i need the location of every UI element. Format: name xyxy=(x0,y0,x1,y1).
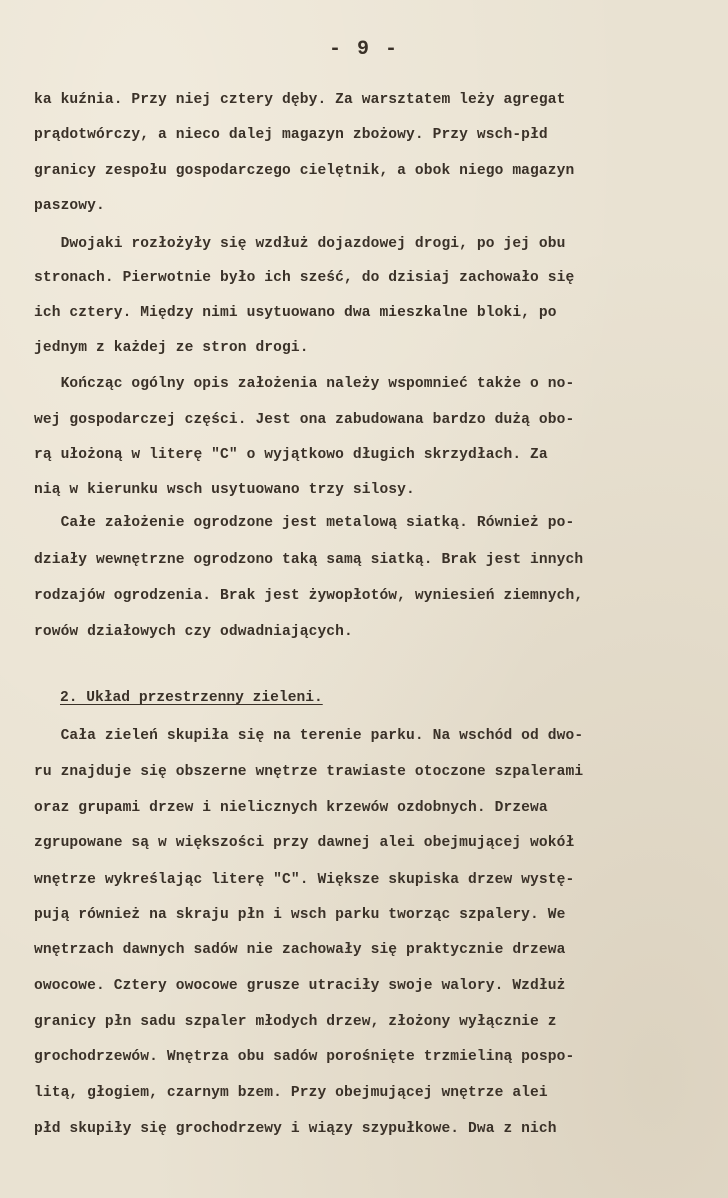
text-line: granicy zespołu gospodarczego cielętnik, a obok niego magazyn xyxy=(34,163,575,179)
text-line: jednym z każdej ze stron drogi. xyxy=(34,340,309,356)
text-line: granicy płn sadu szpaler młodych drzew, złożony wyłącznie z xyxy=(34,1014,557,1030)
section-heading: 2. Układ przestrzenny zieleni. xyxy=(60,690,323,706)
text-line: wnętrze wykreślając literę "C". Większe skupiska drzew wystę- xyxy=(34,872,575,888)
text-line: wej gospodarczej części. Jest ona zabudowana bardzo dużą obo- xyxy=(34,412,575,428)
text-line: prądotwórczy, a nieco dalej magazyn zbożowy. Przy wsch-płd xyxy=(34,127,548,143)
text-line: ru znajduje się obszerne wnętrze trawiaste otoczone szpalerami xyxy=(34,764,584,780)
text-line: Dwojaki rozłożyły się wzdłuż dojazdowej drogi, po jej obu xyxy=(34,236,566,252)
text-line: ich cztery. Między nimi usytuowano dwa mieszkalne bloki, po xyxy=(34,305,557,321)
text-line: zgrupowane są w większości przy dawnej alei obejmującej wokół xyxy=(34,835,575,851)
text-line: Cała zieleń skupiła się na terenie parku. Na wschód od dwo- xyxy=(34,728,584,744)
text-line: płd skupiły się grochodrzewy i wiązy szypułkowe. Dwa z nich xyxy=(34,1121,557,1137)
text-line: grochodrzewów. Wnętrza obu sadów porośnięte trzmieliną pospo- xyxy=(34,1049,575,1065)
text-line: pują również na skraju płn i wsch parku tworząc szpalery. We xyxy=(34,907,566,923)
page-number: - 9 - xyxy=(328,38,399,61)
text-line: oraz grupami drzew i nielicznych krzewów ozdobnych. Drzewa xyxy=(34,800,548,816)
text-line: rodzajów ogrodzenia. Brak jest żywopłotów, wyniesień ziemnych, xyxy=(34,588,584,604)
text-line: stronach. Pierwotnie było ich sześć, do dzisiaj zachowało się xyxy=(34,270,575,286)
text-line: nią w kierunku wsch usytuowano trzy silosy. xyxy=(34,482,415,498)
text-line: litą, głogiem, czarnym bzem. Przy obejmującej wnętrze alei xyxy=(34,1085,548,1101)
text-line: działy wewnętrzne ogrodzono taką samą siatką. Brak jest innych xyxy=(34,552,584,568)
text-line: paszowy. xyxy=(34,198,105,214)
text-line: rą ułożoną w literę "C" o wyjątkowo długich skrzydłach. Za xyxy=(34,447,548,463)
text-line: Kończąc ogólny opis założenia należy wspomnieć także o no- xyxy=(34,376,575,392)
text-line: wnętrzach dawnych sadów nie zachowały się praktycznie drzewa xyxy=(34,942,566,958)
text-line: rowów działowych czy odwadniających. xyxy=(34,624,353,640)
text-line: ka kuźnia. Przy niej cztery dęby. Za warsztatem leży agregat xyxy=(34,92,566,108)
text-line: owocowe. Cztery owocowe grusze utraciły swoje walory. Wzdłuż xyxy=(34,978,566,994)
text-line: Całe założenie ogrodzone jest metalową siatką. Również po- xyxy=(34,515,575,531)
